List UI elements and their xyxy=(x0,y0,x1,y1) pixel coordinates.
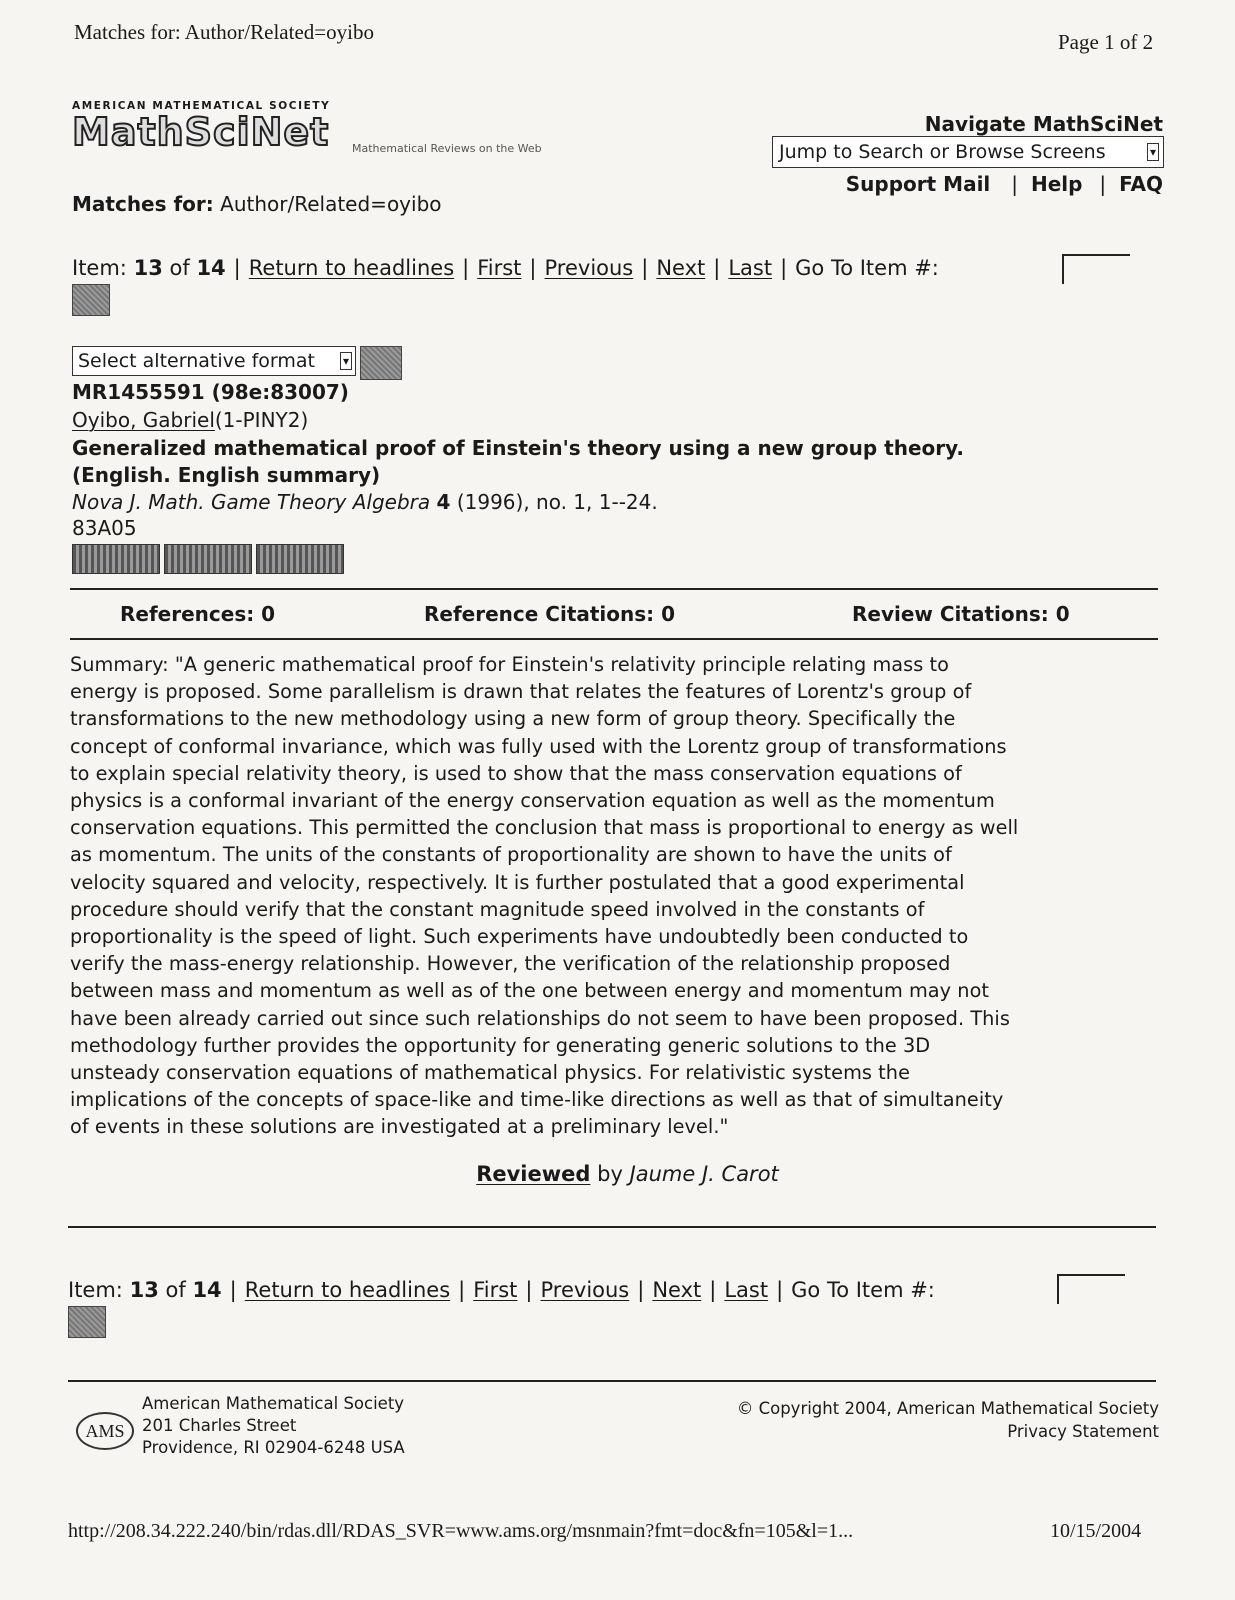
previous-link[interactable]: Previous xyxy=(540,1278,630,1302)
item-current: 13 xyxy=(133,256,163,280)
summary-line: methodology further provides the opportunity for generating generic solutions to the 3D xyxy=(70,1033,931,1057)
citation-button[interactable] xyxy=(256,544,344,574)
divider-footer xyxy=(68,1380,1156,1382)
goto-label: Go To Item #: xyxy=(795,256,939,280)
footer-copyright: © Copyright 2004, American Mathematical Society xyxy=(736,1399,1159,1418)
goto-input[interactable] xyxy=(1057,1274,1125,1304)
matches-line xyxy=(72,192,442,216)
footer-address xyxy=(142,1393,405,1459)
item-nav-bottom: Item: 13 of 14 | Return to headlines | First | Previous | Next | Last | Go To Item #: xyxy=(68,1278,935,1302)
previous-link[interactable]: Previous xyxy=(544,256,634,280)
return-headlines-link[interactable]: Return to headlines xyxy=(248,256,455,280)
record-citation xyxy=(72,490,658,514)
author-id: (1-PINY2) xyxy=(214,408,309,432)
summary-line: transformations to the new methodology using a new form of group theory. Specifically the xyxy=(70,707,956,731)
privacy-statement-link[interactable]: Privacy Statement xyxy=(1007,1422,1159,1441)
summary-line: of events in these solutions are investigated at a preliminary level." xyxy=(70,1115,729,1139)
summary-line: energy is proposed. Some parallelism is drawn that relates the features of Lorentz's group of xyxy=(70,680,972,704)
summary-line: conservation equations. This permitted the conclusion that mass is proportional to energy as well xyxy=(70,816,1019,840)
summary-line: have been already carried out since such relationships do not seem to have been proposed. This xyxy=(70,1006,1010,1030)
last-link[interactable]: Last xyxy=(724,1278,769,1302)
classification-link[interactable]: 83A05 xyxy=(72,516,137,540)
summary-line: procedure should verify that the constant magnitude speed involved in the constants of xyxy=(70,897,925,921)
print-header-matches: Matches for: Author/Related=oyibo xyxy=(74,20,374,44)
chevron-down-icon: ▾ xyxy=(340,352,352,370)
divider-mid xyxy=(70,638,1158,640)
record-language: (English. English summary) xyxy=(72,463,381,487)
summary-line: unsteady conservation equations of mathematical physics. For relativistic systems the xyxy=(70,1061,910,1085)
journal-volume: 4 xyxy=(436,490,451,514)
next-link[interactable]: Next xyxy=(656,256,706,280)
summary-line: as momentum. The units of the constants of proportionality are shown to have the units of xyxy=(70,843,952,867)
item-label: Item: xyxy=(72,256,127,280)
summary-line: verify the mass-energy relationship. However, the verification of the relationship proposed xyxy=(70,952,951,976)
summary-line: concept of conformal invariance, which was fully used with the Lorentz group of transformations xyxy=(70,734,1007,758)
print-footer-url: http://208.34.222.240/bin/rdas.dll/RDAS_SVR=www.ams.org/msnmain?fmt=doc&fn=105&l=1... xyxy=(68,1520,854,1542)
item-total: 14 xyxy=(196,256,226,280)
journal-button[interactable] xyxy=(164,544,252,574)
item-nav-top: Item: 13 of 14 | Return to headlines | First | Previous | Next | Last | Go To Item #: xyxy=(72,256,939,280)
summary xyxy=(70,651,1170,1141)
reference-citations-count: Reference Citations: 0 xyxy=(424,602,676,626)
references-count: References: 0 xyxy=(120,602,276,626)
return-headlines-link[interactable]: Return to headlines xyxy=(244,1278,451,1302)
divider-review xyxy=(68,1226,1156,1228)
item-of: of xyxy=(165,1278,186,1302)
footer-street: 201 Charles Street xyxy=(142,1416,297,1435)
format-select[interactable] xyxy=(72,346,356,376)
first-link[interactable]: First xyxy=(473,1278,518,1302)
record-buttons xyxy=(72,544,348,578)
summary-line: to explain special relativity theory, is used to show that the mass conservation equations of xyxy=(70,761,962,785)
summary-line: implications of the concepts of space-like and time-like directions as well as that of simultaneity xyxy=(70,1088,1004,1112)
review-citations-count: Review Citations: 0 xyxy=(852,602,1070,626)
print-footer-date: 10/15/2004 xyxy=(1050,1520,1142,1542)
item-current: 13 xyxy=(129,1278,159,1302)
first-link[interactable]: First xyxy=(477,256,522,280)
summary-line: proportionality is the speed of light. Such experiments have undoubtedly been conducted to xyxy=(70,925,969,949)
footer-right xyxy=(737,1397,1159,1443)
reviewed-by-word: by xyxy=(597,1162,623,1186)
record-author-line xyxy=(72,408,308,432)
navigate-title: Navigate MathSciNet xyxy=(924,112,1163,136)
journal-details: (1996), no. 1, 1--24. xyxy=(456,490,658,514)
reviewer-link[interactable]: Jaume J. Carot xyxy=(629,1162,779,1186)
footer-org: American Mathematical Society xyxy=(142,1394,405,1413)
print-header-page: Page 1 of 2 xyxy=(1058,30,1154,54)
format-go-button[interactable] xyxy=(360,346,402,380)
summary-line: physics is a conformal invariant of the energy conservation equation as well as the momentum xyxy=(70,789,995,813)
ams-logo[interactable]: AMS xyxy=(76,1412,134,1450)
item-of: of xyxy=(169,256,190,280)
matches-value: Author/Related=oyibo xyxy=(220,192,442,216)
faq-link[interactable]: FAQ xyxy=(1119,172,1163,196)
logo-society: AMERICAN MATHEMATICAL SOCIETY xyxy=(72,100,331,112)
goto-label: Go To Item #: xyxy=(791,1278,935,1302)
divider-top xyxy=(70,588,1158,590)
goto-button[interactable] xyxy=(68,1306,106,1338)
format-select-label: Select alternative format xyxy=(78,350,315,372)
record-title: Generalized mathematical proof of Einstein's theory using a new group theory. xyxy=(72,436,964,460)
footer-city: Providence, RI 02904-6248 USA xyxy=(142,1438,405,1457)
goto-button[interactable] xyxy=(72,284,110,316)
chevron-down-icon: ▾ xyxy=(1147,143,1159,161)
article-button[interactable] xyxy=(72,544,160,574)
matches-label: Matches for: xyxy=(72,192,214,216)
goto-input[interactable] xyxy=(1062,254,1130,284)
logo-tagline: Mathematical Reviews on the Web xyxy=(352,142,542,155)
reviewed-label: Reviewed xyxy=(476,1162,591,1186)
support-mail-link[interactable]: Support Mail xyxy=(845,172,991,196)
navigate-links: Support Mail | Help | FAQ xyxy=(845,172,1163,196)
mathscinet-logo[interactable] xyxy=(72,100,632,170)
reviewed-by xyxy=(0,1162,1235,1186)
next-link[interactable]: Next xyxy=(652,1278,702,1302)
summary-line: between mass and momentum as well as of the one between energy and momentum may not xyxy=(70,979,990,1003)
mr-number: MR1455591 (98e:83007) xyxy=(72,380,349,404)
author-link[interactable]: Oyibo, Gabriel xyxy=(72,408,215,432)
item-label: Item: xyxy=(68,1278,123,1302)
last-link[interactable]: Last xyxy=(728,256,773,280)
jump-select-label: Jump to Search or Browse Screens xyxy=(779,141,1106,163)
logo-name: MathSciNet xyxy=(72,110,330,154)
jump-select[interactable] xyxy=(772,136,1164,168)
summary-line: Summary: "A generic mathematical proof for Einstein's relativity principle relating mass to xyxy=(70,653,949,676)
journal-link[interactable]: Nova J. Math. Game Theory Algebra xyxy=(72,490,431,514)
item-total: 14 xyxy=(192,1278,222,1302)
help-link[interactable]: Help xyxy=(1030,172,1083,196)
summary-line: velocity squared and velocity, respectively. It is further postulated that a good experimental xyxy=(70,870,965,894)
